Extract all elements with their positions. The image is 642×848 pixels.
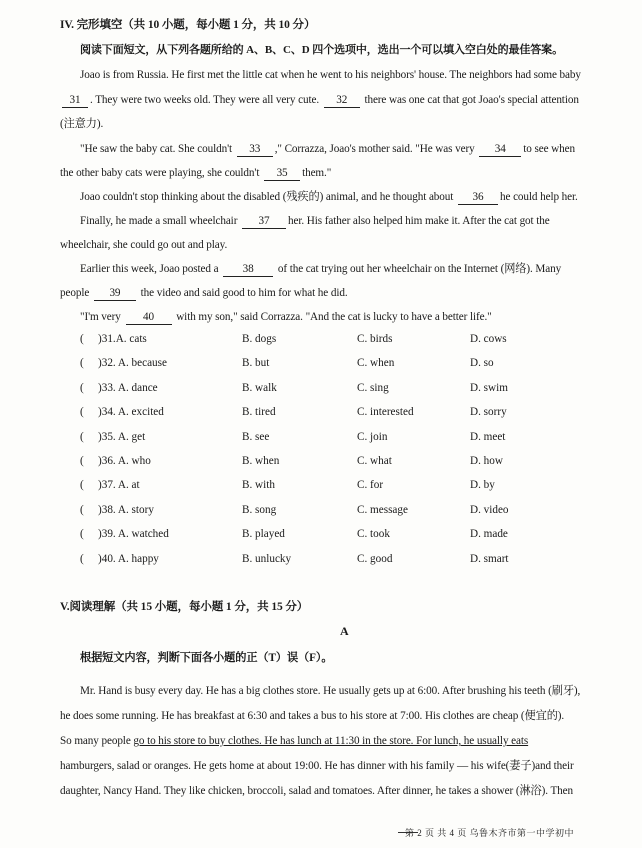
answer-paren: (: [80, 333, 84, 345]
blank-33: 33: [237, 142, 273, 157]
option-a: )39. A. watched: [98, 528, 169, 541]
question-row: [80, 406, 620, 420]
blank-35: 35: [264, 166, 300, 181]
question-row: [80, 333, 620, 347]
blank-39: 39: [94, 286, 136, 301]
option-c: C. took: [357, 528, 390, 541]
question-row: [80, 382, 620, 396]
question-row: [80, 553, 620, 567]
para-3-line-2: [80, 214, 550, 229]
para-1-line-2: [60, 93, 579, 108]
blank-34: 34: [479, 142, 521, 157]
question-row: [80, 528, 620, 542]
option-d: D. smart: [470, 552, 509, 565]
option-b: B. tired: [242, 406, 276, 419]
option-b: B. unlucky: [242, 552, 292, 565]
blank-37: 37: [242, 214, 286, 229]
option-a: )34. A. excited: [98, 406, 164, 419]
passage-line-1: Mr. Hand is busy every day. He has a big clothes store. He usually gets up at 6:00. After brushing his teeth (刷牙),: [80, 685, 581, 697]
para-2-line-2: [60, 166, 331, 181]
section-5-title: V.阅读理解（共 15 小题，每小题 1 分，共 15 分）: [60, 601, 309, 613]
option-d: D. made: [470, 528, 508, 541]
section-4-title: IV. 完形填空（共 10 小题，每小题 1 分，共 10 分）: [60, 19, 316, 31]
option-b: B. with: [242, 479, 275, 492]
blank-32: 32: [324, 93, 360, 108]
para-2-line-1: [80, 142, 575, 157]
option-c: C. interested: [357, 406, 414, 419]
option-c: C. when: [357, 357, 395, 370]
para-4-text-b: of the cat trying out her wheelchair on the Internet (网络). Many: [277, 263, 562, 275]
part-a-label: A: [340, 624, 349, 638]
option-c: C. birds: [357, 333, 393, 345]
option-a: )33. A. dance: [98, 381, 158, 394]
para-3-text-b: he could help her.: [500, 191, 578, 203]
passage-line-3-a: So many people: [60, 735, 131, 747]
option-d: D. swim: [470, 381, 508, 394]
para-4-text-c: people: [60, 287, 90, 299]
option-c: C. good: [357, 552, 393, 565]
blank-38: 38: [223, 262, 273, 277]
para-2-text-e: them.": [302, 167, 332, 179]
option-a: )38. A. story: [98, 503, 154, 516]
option-a: )37. A. at: [98, 479, 140, 492]
question-row: [80, 357, 620, 371]
option-c: C. for: [357, 479, 384, 492]
para-4-text-d: the video and said good to him for what he did.: [140, 287, 348, 299]
option-c: C. message: [357, 503, 408, 516]
answer-paren: (: [80, 552, 84, 565]
section-4-instruction: 阅读下面短文，从下列各题所给的 A、B、C、D 四个选项中，选出一个可以填入空白处的最佳答案。: [80, 44, 563, 56]
option-d: D. by: [470, 479, 495, 492]
answer-paren: (: [80, 528, 84, 541]
answer-paren: (: [80, 455, 84, 467]
para-5-line-1: [80, 310, 492, 325]
para-4-text-a: Earlier this week, Joao posted a: [80, 263, 219, 275]
para-2-text-d: the other baby cats were playing, she couldn't: [60, 167, 260, 179]
option-d: D. sorry: [470, 406, 507, 419]
option-d: D. cows: [470, 333, 507, 345]
passage-line-3-underlined: go to his store to buy clothes. He has lunch at 11:30 in the store. For lunch, he usually eats: [133, 735, 529, 747]
blank-36: 36: [458, 190, 498, 205]
answer-paren: (: [80, 357, 84, 370]
para-5-text-b: with my son," said Corrazza. "And the cat is lucky to have a better life.": [176, 311, 492, 323]
option-a: )40. A. happy: [98, 552, 159, 565]
answer-paren: (: [80, 479, 84, 492]
option-a: )31.A. cats: [98, 333, 147, 345]
para-1-text: . They were two weeks old. They were all very cute.: [90, 94, 320, 106]
para-1-tail: there was one cat that got Joao's special attention: [364, 94, 579, 106]
option-d: D. video: [470, 503, 509, 516]
option-b: B. walk: [242, 381, 277, 394]
option-c: C. sing: [357, 381, 389, 394]
para-2-text-a: "He saw the baby cat. She couldn't: [80, 143, 232, 155]
option-a: )36. A. who: [98, 455, 151, 467]
option-c: C. join: [357, 430, 388, 443]
option-b: B. song: [242, 503, 277, 516]
para-2-text-b: ," Corrazza, Joao's mother said. "He was very: [274, 143, 475, 155]
para-3-text-d: her. His father also helped him make it. After the cat got the: [288, 215, 550, 227]
para-3-line-3: wheelchair, she could go out and play.: [60, 239, 228, 251]
para-2-text-c: to see when: [523, 143, 576, 155]
option-b: B. dogs: [242, 333, 277, 345]
blank-31: 31: [62, 93, 88, 108]
option-b: B. when: [242, 455, 280, 467]
question-row: [80, 431, 620, 445]
option-b: B. see: [242, 430, 270, 443]
answer-paren: (: [80, 430, 84, 443]
para-3-text-a: Joao couldn't stop thinking about the disabled (残疾的) animal, and he thought about: [80, 191, 454, 203]
question-row: [80, 504, 620, 518]
option-a: )35. A. get: [98, 430, 146, 443]
question-row: [80, 479, 620, 493]
option-d: D. how: [470, 455, 503, 467]
para-4-line-2: [60, 286, 348, 301]
option-b: B. but: [242, 357, 270, 370]
option-b: B. played: [242, 528, 285, 541]
answer-paren: (: [80, 406, 84, 419]
para-4-line-1: [80, 262, 561, 277]
para-3-text-c: Finally, he made a small wheelchair: [80, 215, 238, 227]
question-row: [80, 455, 620, 469]
passage-line-2: he does some running. He has breakfast at 6:30 and takes a bus to his store at 7:00. His clothes are cheap (便宜的).: [60, 710, 565, 722]
para-1-line-1: Joao is from Russia. He first met the little cat when he went to his neighbors' house. The neighbors had some baby: [80, 69, 581, 81]
passage-line-5: daughter, Nancy Hand. They like chicken, broccoli, salad and tomatoes. After dinner, he takes a shower (淋浴). Then: [60, 785, 574, 797]
blank-40: 40: [126, 310, 172, 325]
answer-paren: (: [80, 381, 84, 394]
option-d: D. meet: [470, 430, 506, 443]
para-1-line-3: (注意力).: [60, 118, 104, 130]
option-a: )32. A. because: [98, 357, 167, 370]
section-5-instruction: 根据短文内容，判断下面各小题的正（T）误（F）。: [80, 652, 333, 664]
option-c: C. what: [357, 455, 392, 467]
option-d: D. so: [470, 357, 494, 370]
page-footer: 第 2 页 共 4 页 乌鲁木齐市第一中学初中: [405, 828, 575, 838]
passage-line-4: hamburgers, salad or oranges. He gets home at about 19:00. He has dinner with his family — his wife(妻子)and their: [60, 760, 574, 772]
para-5-text-a: "I'm very: [80, 311, 121, 323]
answer-paren: (: [80, 503, 84, 516]
para-3-line-1: [80, 190, 578, 205]
passage-line-3: [60, 734, 528, 748]
